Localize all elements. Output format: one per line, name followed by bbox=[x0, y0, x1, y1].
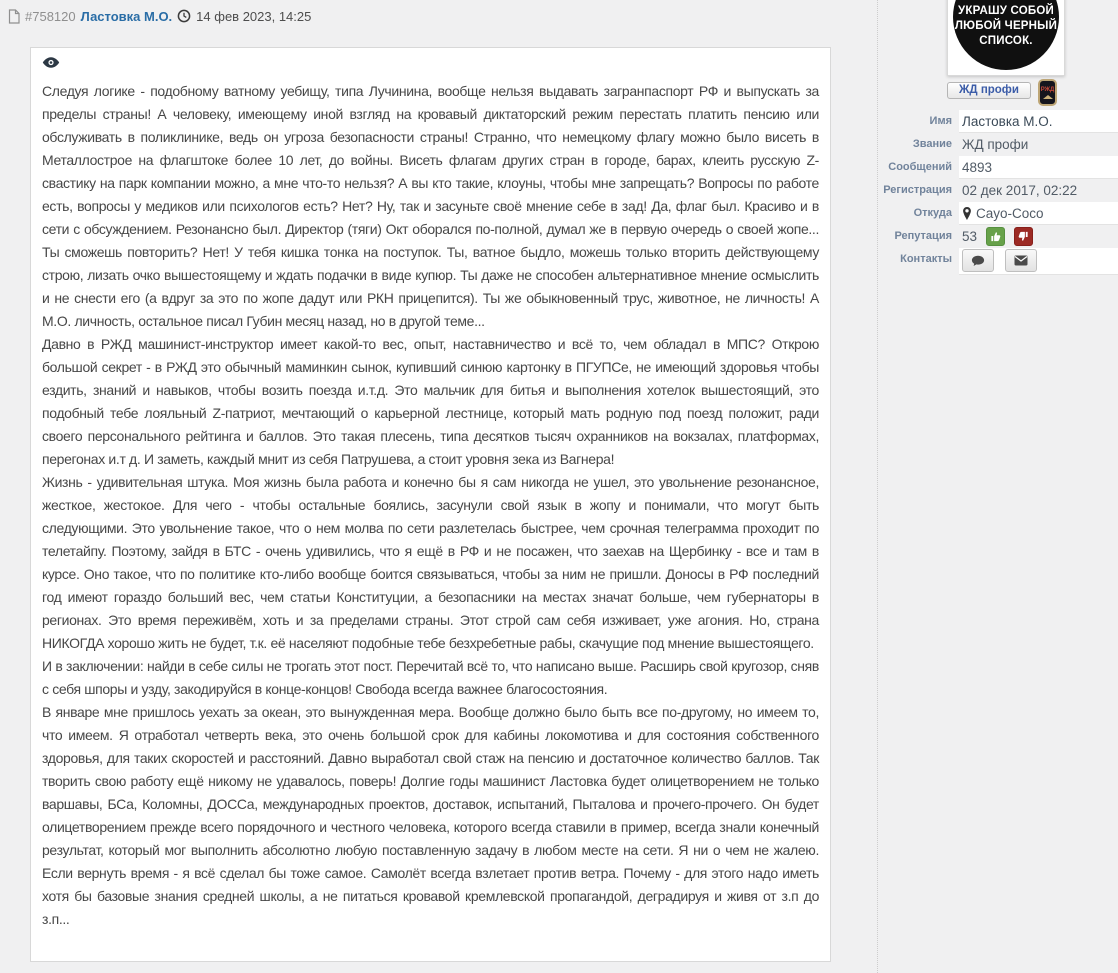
post-body bbox=[30, 47, 831, 962]
field-value: 02 дек 2017, 02:22 bbox=[962, 183, 1078, 198]
field-value: ЖД профи bbox=[962, 137, 1029, 152]
profile-row-rank bbox=[878, 133, 1118, 156]
post-text bbox=[42, 80, 819, 931]
post-author-link[interactable]: Ластовка М.О. bbox=[80, 8, 173, 24]
field-label: Откуда bbox=[913, 207, 952, 219]
post-paragraph: Жизнь - удивительная штука. Моя жизнь была работа и конечно бы я сам никогда не ушел, это увольнение резонансное, жесткое, жестокое. Для чего - чтобы остальные боялись, засунули свой язык в жопу и понимали, что могут быть следующими. Это увольнение такое, что о нем молва по сети разлетелась быстрее, чем срочная телеграмма проходит по телетайпу. Поэтому, зайдя в БТС - очень удивились, что я ещё в РФ и не посажен, что заехав на Щербинку - все и там в курсе. Оно такое, что по политике кто-либо вообще боится связываться, чтобы за ним не пришли. Доносы в РФ последний год имеют гораздо больший вес, чем статьи Конституции, а безопасники на местах значат больше, чем губернаторы в регионах. Это время переживём, хоть и за пределами страны. Этот строй сам себя изживает, уже агония. Но, страна НИКОГДА хорошо жить не будет, т.к. её населяют подобные тебе безхребетные рабы, скачущие под мнение вышестоящего. bbox=[42, 474, 819, 651]
profile-table bbox=[878, 110, 1118, 275]
profile-row-name bbox=[878, 110, 1118, 133]
field-value: 4893 bbox=[962, 160, 993, 175]
rzd-badge-chevron bbox=[1043, 95, 1053, 99]
clock-icon bbox=[177, 9, 191, 23]
avatar-text-line: СПИСОК. bbox=[979, 35, 1033, 47]
field-value: Cayo-Coco bbox=[976, 206, 1044, 221]
map-marker-icon bbox=[962, 207, 972, 220]
profile-row-contacts bbox=[878, 248, 1118, 275]
post-paragraph: Следуя логике - подобному ватному уебищу, типа Лучинина, вообще нельзя выдавать загранпаспорт РФ и выпускать за пределы страны! А человеку, имеющему иной взгляд на кровавый диктаторский режим перестать платить пенсию или обслуживать в поликлинике, ведь он угроза безопасности страны! Странно, что немецкому флагу можно было висеть в Металлострое на флагштоке более 10 лет, до войны. Висеть флагам других стран в городе, барах, клеить русскую Z-свастику на парк компании можно, а мне что-то нельзя? А вы кто такие, клоуны, чтобы мне запрещать? Вопросы по работе есть, вопросы у медиков или психологов есть? Нет? Ну, так и засуньте своё мнение себе в зад! Да, флаг был. Красиво и в сети с обсуждением. Резонансно был. Директор (тяги) Окт оборался по-полной, думал же в первую очередь о своей жопе... Ты сможешь повторить? Нет! У тебя кишка тонка на поступок. Ты, ватное быдло, можешь только вторить действующему строю, лизать очко вышестоящему и ждать подачки в виде купюр. Ты даже не способен альтернативное мнение осмыслить и не снести его (а вдруг за это по жопе дадут или РКН прицепится). Ты же обыкновенный трус, животное, не личность! А М.О. личность, остальное писал Губин месяц назад, но в другой теме... bbox=[42, 83, 819, 329]
profile-row-posts bbox=[878, 156, 1118, 179]
email-button[interactable] bbox=[1005, 249, 1037, 272]
profile-row-location bbox=[878, 202, 1118, 225]
reputation-value: 53 bbox=[962, 229, 978, 244]
rzd-badge-icon bbox=[1038, 79, 1057, 106]
post-id[interactable]: #758120 bbox=[25, 8, 76, 24]
post-date: 14 фев 2023, 14:25 bbox=[196, 8, 312, 24]
views-eye-icon[interactable] bbox=[42, 56, 60, 69]
profile-sidebar bbox=[877, 0, 1118, 973]
page-icon bbox=[8, 9, 20, 24]
field-label: Регистрация bbox=[883, 184, 952, 196]
rzd-badge-logo: РЖД bbox=[1040, 86, 1055, 93]
avatar-image bbox=[953, 0, 1059, 70]
reputation-downvote-button[interactable] bbox=[1014, 227, 1033, 246]
field-label: Имя bbox=[929, 115, 952, 127]
avatar[interactable] bbox=[947, 0, 1065, 76]
post-header bbox=[8, 7, 311, 25]
field-value: Ластовка М.О. bbox=[962, 114, 1053, 129]
field-label: Репутация bbox=[894, 230, 952, 242]
field-label: Звание bbox=[912, 138, 952, 150]
avatar-text-line: ЛЮБОЙ ЧЕРНЫЙ bbox=[954, 20, 1058, 32]
post-paragraph: И в заключении: найди в себе силы не трогать этот пост. Перечитай всё то, что написано выше. Расширь свой кругозор, сняв с себя шпоры и узду, закодируйся в конце-концов! Свобода всегда важнее благосостояния. bbox=[42, 658, 819, 697]
post-paragraph: В январе мне пришлось уехать за океан, это вынужденная мера. Вообще должно было быть все по-другому, но имеем то, что имеем. Я отработал четверть века, это очень большой срок для кабины локомотива и для состояния собственного здоровья, для таких скоростей и расстояний. Давно выработал свой стаж на пенсию и достаточное количество баллов. Так творить свою работу ещё никому не удавалось, поверь! Долгие годы машинист Ластовка будет олицетворением не только варшавы, БСа, Коломны, ДОССа, международных проектов, доставок, испытаний, Пыталова и прочего-прочего. Он будет олицетворением прежде всего порядочного и честного человека, которого всегда ставили в пример, всегда знали конечный результат, который мог выполнить абсолютно любую поставленную задачу в любом месте на сети. Я ни о чем не жалею. Если вернуть время - я всё сделал бы тоже самое. Самолёт всегда взлетает против ветра. Почему - для этого надо иметь хотя бы базовые знания средней школы, а не питаться кровавой кремлевской пропагандой, деградируя и живя от з.п до з.п... bbox=[42, 704, 819, 927]
private-message-button[interactable] bbox=[962, 249, 994, 272]
reputation-upvote-button[interactable] bbox=[986, 227, 1005, 246]
avatar-text-line: УКРАШУ СОБОЙ bbox=[958, 5, 1054, 17]
profile-row-reputation bbox=[878, 225, 1118, 248]
field-label: Сообщений bbox=[888, 161, 952, 173]
post-paragraph: Давно в РЖД машинист-инструктор имеет какой-то вес, опыт, наставничество и всё то, чем обладал в МПС? Открою большой секрет - в РЖД это обычный маминкин сынок, купивший синюю картонку в ПГУПСе, не имеющий здоровья чтобы ездить, знаний и навыков, чтобы возить поезда и.т.д. Это мальчик для битья и выполнения хотелок вышестоящий, это подобный тебе лояльный Z-патриот, мечтающий о карьерной лестнице, который мать родную под поезд положит, ради своего персонального рейтинга и баллов. Это такая плесень, типа десятков тысяч охранников на вокзалах, платформах, перегонах и.т д. И заметь, каждый мнит из себя Патрушева, а стоит уровня зека из Вагнера! bbox=[42, 336, 819, 467]
field-label: Контакты bbox=[900, 253, 952, 265]
profile-row-registered bbox=[878, 179, 1118, 202]
rank-button[interactable]: ЖД профи bbox=[947, 82, 1031, 99]
